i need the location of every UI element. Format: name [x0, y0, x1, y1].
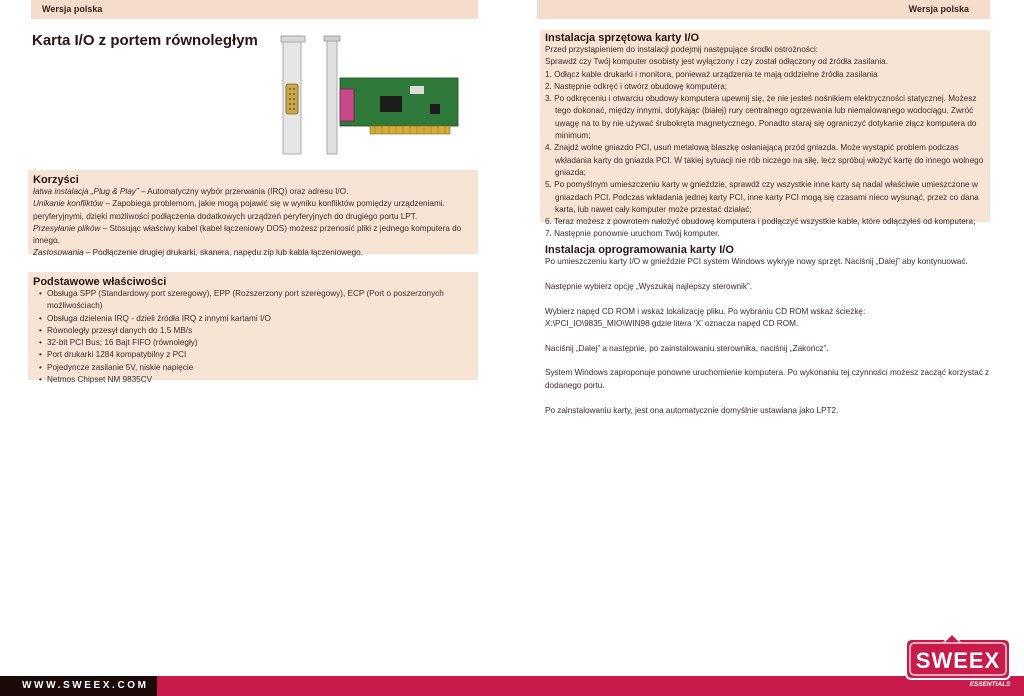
feature-item: • Pojedyncze zasilanie 5V, niskie napięcie: [47, 362, 473, 374]
sw-paragraph: Po zainstalowaniu karty, jest ona automatycznie domyślnie ustawiana jako LPT2.: [545, 405, 839, 415]
benefit-line: Przesyłanie plików – Stosując właściwy kabel (kabel łączeniowy DOS) możesz przenosić pliki z jednego komputera do innego.: [33, 223, 462, 246]
feature-item: • Obsługa dzielenia IRQ - dzieli źródła IRQ z innymi kartami I/O: [47, 313, 473, 325]
hw-step: 3. Po odkręceniu i otwarciu obudowy komputera upewnij się, że nie jesteś nośnikiem elektryczności statycznej. Możesz tego dokonać, między innymi, dotykając (białej) rury centralnego ogrzewania lub niemalowanego wodociągu. Zwróć uwagę na to by nie używać śrubokręta magnetycznego. Ponadto staraj się ograniczyć dotykanie złącz komputera do minimum;: [545, 94, 977, 141]
benefit-line: peryferyjnymi, dzięki możliwości podłączenia dodatkowych urządzeń peryferyjnych do drugiego portu LPT.: [33, 211, 418, 221]
hw-install-heading: Instalacja sprzętowa karty I/O: [545, 32, 700, 44]
sw-paragraph: Naciśnij „Dalej” a następnie, po zainstalowaniu sterownika, naciśnij „Zakończ”.: [545, 343, 829, 353]
benefit-line: Unikanie konfliktów – Zapobiega problemom, jakie mogą pojawić się w wyniku konfliktów pomiędzy urządzeniami.: [33, 199, 445, 209]
hw-step: 4. Znajdź wolne gniazdo PCI, usuń metalową blaszkę osłaniającą przód gniazda. Może wystąpić problem podczas wkładania karty do gniazda PCI. W takiej sytuacji nie rób niczego na siłę, lecz spróbuj włożyć kartę do innego wolnego gniazda;: [545, 143, 984, 177]
hw-intro-line: Przed przystąpieniem do instalacji podejmij następujące środki ostrożności:: [545, 45, 819, 54]
pci-card-image: [280, 34, 470, 156]
benefits-heading: Korzyści: [33, 174, 79, 186]
logo-wordmark: SWEEX: [915, 648, 1001, 673]
language-label-right: Wersja polska: [908, 4, 969, 14]
pci-board-icon: [324, 36, 458, 154]
features-section: [28, 272, 478, 385]
hw-step: 1. Odłącz kable drukarki i monitora, ponieważ urządzenia te mają oddzielne źródła zasilania: [545, 69, 878, 79]
language-label-left: Wersja polska: [42, 4, 103, 14]
feature-item: • Port drukarki 1284 kompatybilny z PCI: [47, 349, 473, 361]
sw-paragraph: Po umieszczeniu karty I/O w gnieździe PCI system Windows wykryje nowy sprzęt. Naciśnij „Dalej” aby kontynuować.: [545, 257, 968, 266]
hw-intro-line: Sprawdź czy Twój komputer osobisty jest wyłączony i czy został odłączony od źródła zasilania.: [545, 57, 888, 67]
features-heading: Podstawowe właściwości: [33, 276, 167, 288]
hw-step: 6. Teraz możesz z powrotem nałożyć obudowę komputera i podłączyć wszystkie kable, które odłączyłeś od komputera;: [545, 217, 976, 227]
bottom-bar: [0, 676, 1024, 696]
hw-step: 7. Następnie ponownie uruchom Twój komputer.: [545, 229, 720, 239]
benefit-line: Zastosowania – Podłączenie drugiej drukarki, skanera, napędu zip lub kabla łączeniowego.: [33, 248, 363, 258]
benefit-line: łatwa instalacja „Plug & Play” – Automatyczny wybór przerwania (IRQ) oraz adresu I/O.: [33, 187, 349, 196]
benefits-section: [28, 170, 478, 258]
feature-item: • Obsługa SPP (Standardowy port szeregowy), EPP (Rozszerzony port szeregowy), ECP (Port o poszerzonych możliwościach): [47, 288, 473, 313]
logo-subtext: ESSENTIALS: [969, 681, 1011, 688]
top-bar: [0, 0, 1024, 19]
website-strip: [0, 676, 157, 696]
feature-item: • Równoległy przesył danych do 1.5 MB/s: [47, 325, 473, 337]
sw-paragraph: Następnie wybierz opcję „Wyszukaj najlepszy sterownik”.: [545, 281, 752, 291]
bracket-front-icon: [281, 36, 305, 154]
hw-step: 2. Następnie odkręć i otwórz obudowę komputera;: [545, 81, 728, 91]
sw-install-heading: Instalacja oprogramowania karty I/O: [545, 244, 734, 256]
sw-paragraph: Wybierz napęd CD ROM i wskaż lokalizację pliku. Po wybraniu CD ROM wskaż ścieżkę:: [545, 306, 866, 316]
feature-item: • Netmos Chipset NM 9835CV: [47, 374, 473, 386]
website-link[interactable]: WWW.SWEEX.COM: [22, 680, 149, 691]
sw-paragraph: X:\PCI_IO\9835_MIO\WIN98 gdzie litera ‘X’ oznacza napęd CD ROM.: [545, 318, 799, 328]
sweex-logo: [900, 633, 1016, 689]
page-title: Karta I/O z portem równoległym: [32, 32, 258, 49]
hw-install-section: [540, 30, 990, 239]
sw-install-section: [545, 244, 990, 417]
feature-item: • 32-bit PCI Bus; 16 Bajt FIFO (równoległy): [47, 337, 473, 349]
hw-step: 5. Po pomyślnym umieszczeniu karty w gnieździe, sprawdź czy wszystkie inne karty są nadal właściwie umieszczone w gniazdach PCI. Podczas wkładania jednej karty PCI, inne karty PCI mogą się czasami nieco wysunąć, przez co dana karta, lub nawet cały komputer może przestać działać;: [545, 180, 979, 214]
sw-paragraph: System Windows zaproponuje ponowne uruchomienie komputera. Po wykonaniu tej czynności możesz zacząć korzystać z dodanego portu.: [545, 368, 990, 390]
